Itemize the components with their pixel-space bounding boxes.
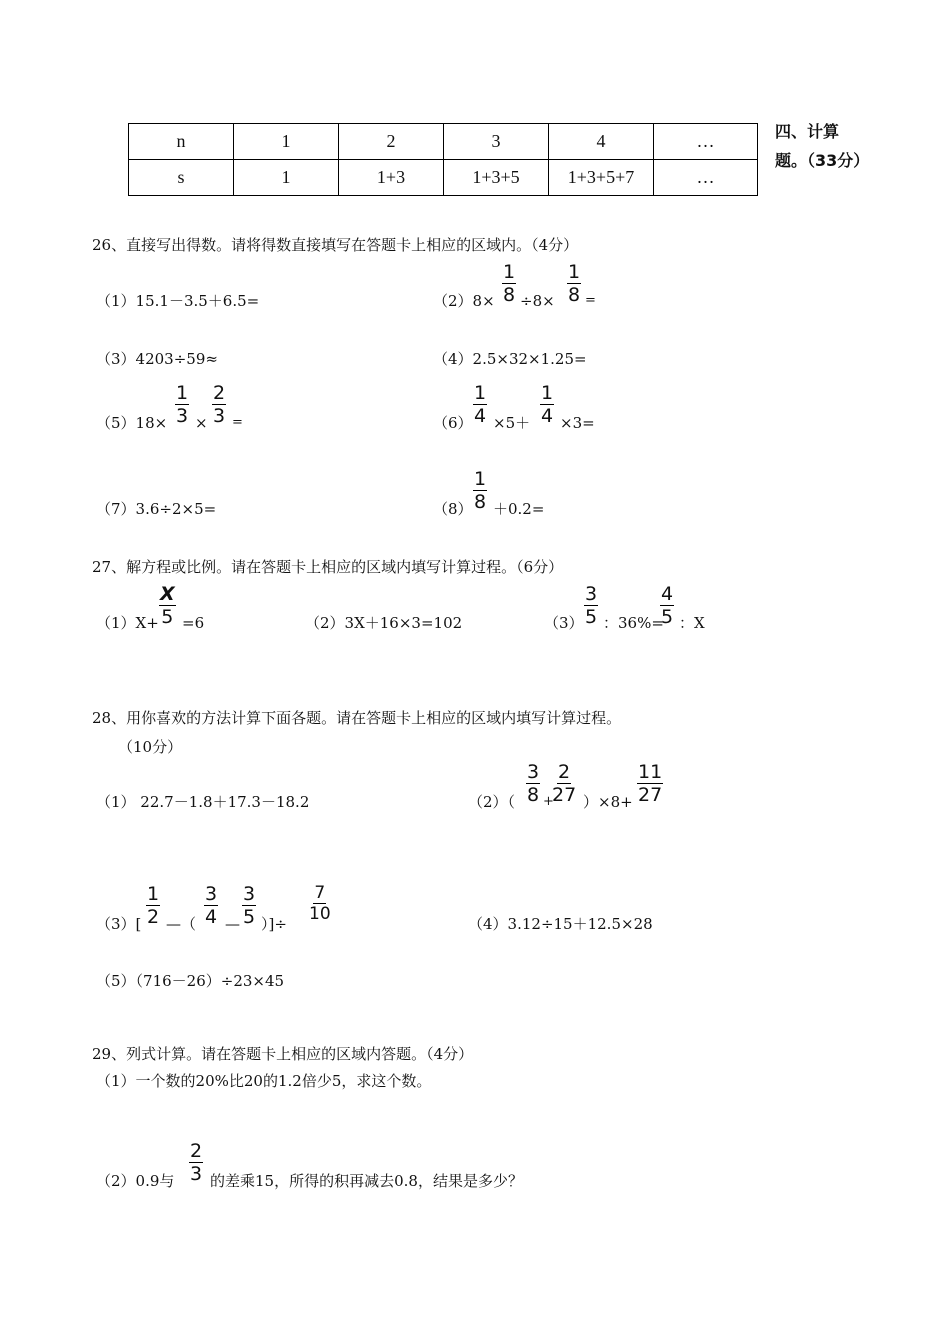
denominator: 3 <box>176 405 189 427</box>
q28-p2-fraction-3 <box>637 762 663 805</box>
q26-p5-label: （5）18× <box>96 414 168 432</box>
denominator: 8 <box>474 491 487 513</box>
table-cell: 4 <box>549 124 654 160</box>
table-cell: 1 <box>234 160 339 196</box>
denominator: 8 <box>527 784 540 806</box>
table-row <box>129 160 758 196</box>
q26-p2-mid: ÷8× <box>520 292 555 310</box>
table-cell: s <box>129 160 234 196</box>
q28-title: 28、用你喜欢的方法计算下面各题。请在答题卡上相应的区域内填写计算过程。 <box>92 709 622 727</box>
numerator: 3 <box>205 883 218 905</box>
q26-p5-end: = <box>232 415 243 430</box>
table-cell: 2 <box>339 124 444 160</box>
numerator: 11 <box>638 761 663 783</box>
q27-p1-fraction <box>159 584 176 627</box>
q29-p2-fraction <box>189 1141 203 1184</box>
q27-p3-fraction-1 <box>584 584 598 627</box>
numerator: 3 <box>585 583 598 605</box>
q26-p6-mid: ×5＋ <box>493 414 531 432</box>
q26-p7: （7）3.6÷2×5= <box>96 500 217 518</box>
table-cell: … <box>654 160 758 196</box>
numerator: 2 <box>190 1140 203 1162</box>
q26-p6-fraction-1 <box>473 383 487 426</box>
denominator: 5 <box>161 606 174 628</box>
q28-p3-fraction-4 <box>309 884 331 923</box>
table-cell: 1+3+5+7 <box>549 160 654 196</box>
numerator: 1 <box>176 382 189 404</box>
q29-p2-label: （2）0.9与 <box>96 1172 175 1190</box>
denominator: 5 <box>585 606 598 628</box>
q27-title: 27、解方程或比例。请在答题卡上相应的区域内填写计算过程。（6分） <box>92 558 564 576</box>
q26-p6-fraction-2 <box>540 383 554 426</box>
table-cell: … <box>654 124 758 160</box>
numerator: 1 <box>503 261 516 283</box>
denominator: 10 <box>309 904 331 924</box>
q27-p3-fraction-2 <box>660 584 674 627</box>
denominator: 27 <box>638 784 663 806</box>
sequence-table <box>128 123 758 196</box>
numerator: 2 <box>558 761 571 783</box>
q26-p6-label: （6） <box>433 414 473 432</box>
q28-p2-plus: + <box>543 794 554 809</box>
q26-p5-fraction-2 <box>212 383 226 426</box>
denominator: 4 <box>474 405 487 427</box>
q28-p4: （4）3.12÷15＋12.5×28 <box>468 915 653 933</box>
q28-p2-fraction-1 <box>526 762 540 805</box>
q26-p2-fraction-2 <box>567 262 581 305</box>
q26-p6-end: ×3= <box>560 414 595 432</box>
q28-p1: （1） 22.7－1.8＋17.3－18.2 <box>96 793 310 811</box>
q26-p1: （1）15.1－3.5＋6.5= <box>96 292 260 310</box>
q28-p3-minus: —（ <box>166 915 197 933</box>
q27-p2: （2）3X＋16×3=102 <box>305 614 463 632</box>
q28-p3-fraction-2 <box>204 884 218 927</box>
q29-title: 29、列式计算。请在答题卡上相应的区域内答题。（4分） <box>92 1045 474 1063</box>
q26-p2-fraction-1 <box>502 262 516 305</box>
numerator: X <box>160 583 175 605</box>
q29-p1: （1）一个数的20%比20的1.2倍少5，求这个数。 <box>96 1072 432 1090</box>
q26-p5-mid: × <box>195 414 208 432</box>
numerator: 1 <box>474 382 487 404</box>
numerator: 3 <box>243 883 256 905</box>
q27-p1-label: （1）X+ <box>96 614 159 632</box>
denominator: 3 <box>190 1163 203 1185</box>
q27-p3-label: （3） <box>544 614 584 632</box>
q28-p2-label: （2）（ <box>468 793 516 811</box>
numerator: 2 <box>213 382 226 404</box>
q27-p3-end: ：X <box>679 614 705 632</box>
denominator: 4 <box>541 405 554 427</box>
q27-p3-mid: ：36%= <box>603 614 664 632</box>
section-heading: 四、计算题。（33分） <box>775 122 870 170</box>
q28-p3-fraction-1 <box>146 884 160 927</box>
numerator: 1 <box>568 261 581 283</box>
table-cell: n <box>129 124 234 160</box>
numerator: 1 <box>147 883 160 905</box>
numerator: 1 <box>474 468 487 490</box>
table-row <box>129 124 758 160</box>
denominator: 3 <box>213 405 226 427</box>
q28-p3-close: ）]÷ <box>261 915 287 933</box>
q26-p2-end: = <box>585 293 596 308</box>
numerator: 3 <box>527 761 540 783</box>
numerator: 7 <box>314 883 326 903</box>
q26-title: 26、直接写出得数。请将得数直接填写在答题卡上相应的区域内。（4分） <box>92 236 579 254</box>
q28-p2-fraction-2 <box>552 762 576 805</box>
q26-p8-end: ＋0.2= <box>493 500 545 518</box>
table-cell: 1+3 <box>339 160 444 196</box>
q27-p1-end: =6 <box>182 614 205 632</box>
table-cell: 1+3+5 <box>444 160 549 196</box>
q26-p4: （4）2.5×32×1.25= <box>433 350 587 368</box>
denominator: 5 <box>243 906 256 928</box>
denominator: 5 <box>661 606 674 628</box>
table-cell: 3 <box>444 124 549 160</box>
q26-p3: （3）4203÷59≈ <box>96 350 218 368</box>
denominator: 8 <box>503 284 516 306</box>
denominator: 8 <box>568 284 581 306</box>
q26-p8-label: （8） <box>433 500 473 518</box>
q26-p8-fraction <box>473 469 487 512</box>
q28-p3-label: （3）[ <box>96 915 142 933</box>
q28-p3-fraction-3 <box>242 884 256 927</box>
q28-p2-close: ）×8+ <box>583 793 633 811</box>
denominator: 27 <box>552 784 577 806</box>
numerator: 4 <box>661 583 674 605</box>
denominator: 2 <box>147 906 160 928</box>
numerator: 1 <box>541 382 554 404</box>
q28-p5: （5）（716－26）÷23×45 <box>96 972 285 990</box>
denominator: 4 <box>205 906 218 928</box>
q29-p2-end: 的差乘15，所得的积再减去0.8，结果是多少？ <box>210 1172 523 1190</box>
q28-title-score: （10分） <box>118 738 183 756</box>
q26-p5-fraction-1 <box>175 383 189 426</box>
table-cell: 1 <box>234 124 339 160</box>
q28-p3-minus2: — <box>225 915 240 933</box>
q26-p2-label: （2）8× <box>433 292 495 310</box>
